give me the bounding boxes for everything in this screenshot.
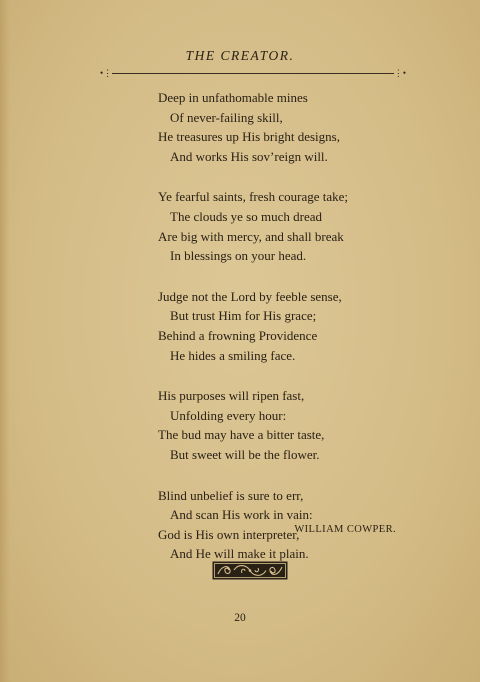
dots-divider-icon: •⋮ — [100, 68, 113, 78]
page-number: 20 — [234, 612, 246, 624]
poem-line: God is His own interpreter, — [158, 526, 300, 542]
stanza — [158, 187, 418, 265]
poem-line: And works His sov’reign will. — [170, 148, 328, 164]
poem-line: Deep in unfathomable mines — [158, 90, 308, 105]
poem-line: Unfolding every hour: — [170, 407, 287, 423]
header-rule — [100, 66, 406, 80]
poem-line: He treasures up His bright designs, — [158, 129, 340, 145]
poem-line: But trust Him for His grace; — [170, 308, 317, 324]
stanza — [158, 386, 418, 464]
poem-line: Of never-failing skill, — [170, 109, 283, 125]
poem-line: In blessings on your head. — [170, 248, 307, 264]
page-title: THE CREATOR. — [185, 48, 295, 63]
poem-line: He hides a smiling face. — [170, 347, 296, 363]
stanza — [158, 88, 418, 166]
header-rule-line — [112, 73, 394, 74]
poem-line: The bud may have a bitter taste, — [158, 427, 325, 443]
dots-divider-icon: ⋮• — [393, 68, 406, 78]
poem-line: And scan His work in vain: — [170, 507, 313, 523]
poem-line: His purposes will ripen fast, — [158, 388, 305, 404]
scroll-vine-ornament-icon — [212, 561, 288, 580]
poem-line: Judge not the Lord by feeble sense, — [158, 288, 342, 304]
poem-line: The clouds ye so much dread — [170, 208, 322, 224]
poem-line: Are big with mercy, and shall break — [158, 228, 344, 244]
poem-line: Behind a frowning Providence — [158, 327, 318, 343]
stanza — [158, 287, 418, 365]
poem-body — [158, 88, 418, 585]
author-attribution: WILLIAM COWPER. — [294, 524, 396, 535]
page-gutter-shadow — [0, 0, 10, 682]
poem-line: But sweet will be the flower. — [170, 446, 320, 462]
poem-line: Blind unbelief is sure to err, — [158, 487, 304, 503]
poem-line: Ye fearful saints, fresh courage take; — [158, 189, 348, 205]
poem-line: And He will make it plain. — [170, 546, 309, 562]
